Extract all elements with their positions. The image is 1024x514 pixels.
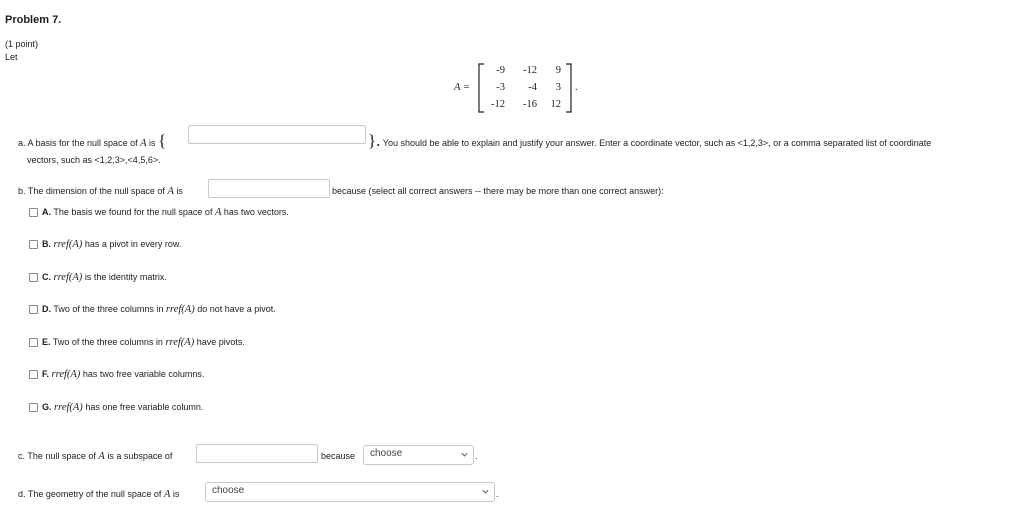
dimension-input[interactable] xyxy=(208,179,330,198)
part-a-label xyxy=(18,131,166,151)
matrix-cell: 12 xyxy=(550,99,561,110)
option-text: has one free variable column. xyxy=(85,402,204,412)
right-bracket xyxy=(566,64,571,112)
geometry-select[interactable] xyxy=(205,482,495,502)
option-letter: D. xyxy=(42,304,51,314)
option-math: rref(A) xyxy=(53,272,83,283)
option-letter: E. xyxy=(42,337,51,347)
option-text: have pivots. xyxy=(196,337,245,347)
chevron-down-icon xyxy=(481,487,490,496)
part-c-period: . xyxy=(475,451,478,461)
part-d-is: is xyxy=(172,489,180,499)
option-text: do not have a pivot. xyxy=(197,304,276,314)
checkbox-icon[interactable] xyxy=(29,403,38,412)
reason-select-value: choose xyxy=(370,448,403,459)
part-b-is: is xyxy=(176,186,183,196)
part-a-var: A xyxy=(140,138,147,149)
option-text: has a pivot in every row. xyxy=(84,239,182,249)
checkbox-icon[interactable] xyxy=(29,273,38,282)
part-c-because: because xyxy=(321,451,356,461)
option-text: is the identity matrix. xyxy=(84,272,167,282)
problem-title: Problem 7. xyxy=(5,14,62,26)
intro-text: Let xyxy=(5,52,18,62)
part-a-instructions-line1: You should be able to explain and justify your answer. Enter a coordinate vector, such as <1,2,3>, or a comma separated list of coordinate xyxy=(382,138,932,148)
option-text: has two free variable columns. xyxy=(82,369,205,379)
part-d-period: . xyxy=(496,489,499,499)
option-math: rref(A) xyxy=(53,239,83,250)
option-math: rref(A) xyxy=(54,402,83,413)
part-d-label xyxy=(18,489,179,500)
reason-select[interactable] xyxy=(363,445,474,465)
option-math: A xyxy=(214,207,222,218)
option-text: The basis we found for the null space of xyxy=(53,207,213,217)
checkbox-icon[interactable] xyxy=(29,370,38,379)
option-math: rref(A) xyxy=(165,304,195,315)
part-b-suffix: because (select all correct answers -- there may be more than one correct answer): xyxy=(332,186,664,196)
matrix-label: A = xyxy=(454,82,470,93)
option-letter: A. xyxy=(42,207,51,217)
matrix-cell: 9 xyxy=(555,65,561,76)
part-b-prefix: b. The dimension of the null space of xyxy=(18,186,165,196)
part-c-var: A xyxy=(98,451,105,462)
open-brace: { xyxy=(158,131,167,150)
matrix-cell: -12 xyxy=(491,99,505,110)
part-a-instructions-line2: vectors, such as <1,2,3>,<4,5,6>. xyxy=(27,155,161,165)
part-d-prefix: d. The geometry of the null space of xyxy=(18,489,162,499)
part-a-is: is xyxy=(149,138,156,148)
checkbox-icon[interactable] xyxy=(29,338,38,347)
matrix-cell: -9 xyxy=(496,65,505,76)
matrix-cell: -3 xyxy=(496,82,505,93)
option-text: Two of the three columns in xyxy=(52,337,163,347)
part-d-var: A xyxy=(163,489,171,500)
option-text: has two vectors. xyxy=(223,207,289,217)
null-space-basis-input[interactable] xyxy=(188,125,366,144)
option-letter: F. xyxy=(42,369,50,379)
option-letter: G. xyxy=(42,402,52,412)
points-label: (1 point) xyxy=(5,39,39,49)
matrix-cell: 3 xyxy=(555,82,561,93)
option-math: rref(A) xyxy=(51,369,81,380)
part-b-label xyxy=(18,186,183,197)
part-a-prefix: a. A basis for the null space of xyxy=(18,138,138,148)
matrix-cell: -4 xyxy=(528,82,537,93)
part-a-instructions xyxy=(368,131,931,151)
checkbox-icon[interactable] xyxy=(29,240,38,249)
part-c-label xyxy=(18,451,172,462)
matrix-a xyxy=(454,62,578,114)
subspace-input[interactable] xyxy=(196,444,318,463)
checkbox-icon[interactable] xyxy=(29,208,38,217)
chevron-down-icon xyxy=(460,450,469,459)
close-brace: }. xyxy=(368,131,381,150)
matrix-cell: -12 xyxy=(523,65,537,76)
option-text: Two of the three columns in xyxy=(53,304,164,314)
part-b-var: A xyxy=(167,186,174,197)
matrix-cell: -16 xyxy=(523,99,537,110)
geometry-select-value: choose xyxy=(212,485,245,496)
matrix-period: . xyxy=(575,82,578,93)
option-letter: C. xyxy=(42,272,51,282)
option-math: rref(A) xyxy=(165,337,195,348)
option-letter: B. xyxy=(42,239,51,249)
checkbox-icon[interactable] xyxy=(29,305,38,314)
part-c-middle: is a subspace of xyxy=(107,451,173,461)
part-c-prefix: c. The null space of xyxy=(18,451,96,461)
